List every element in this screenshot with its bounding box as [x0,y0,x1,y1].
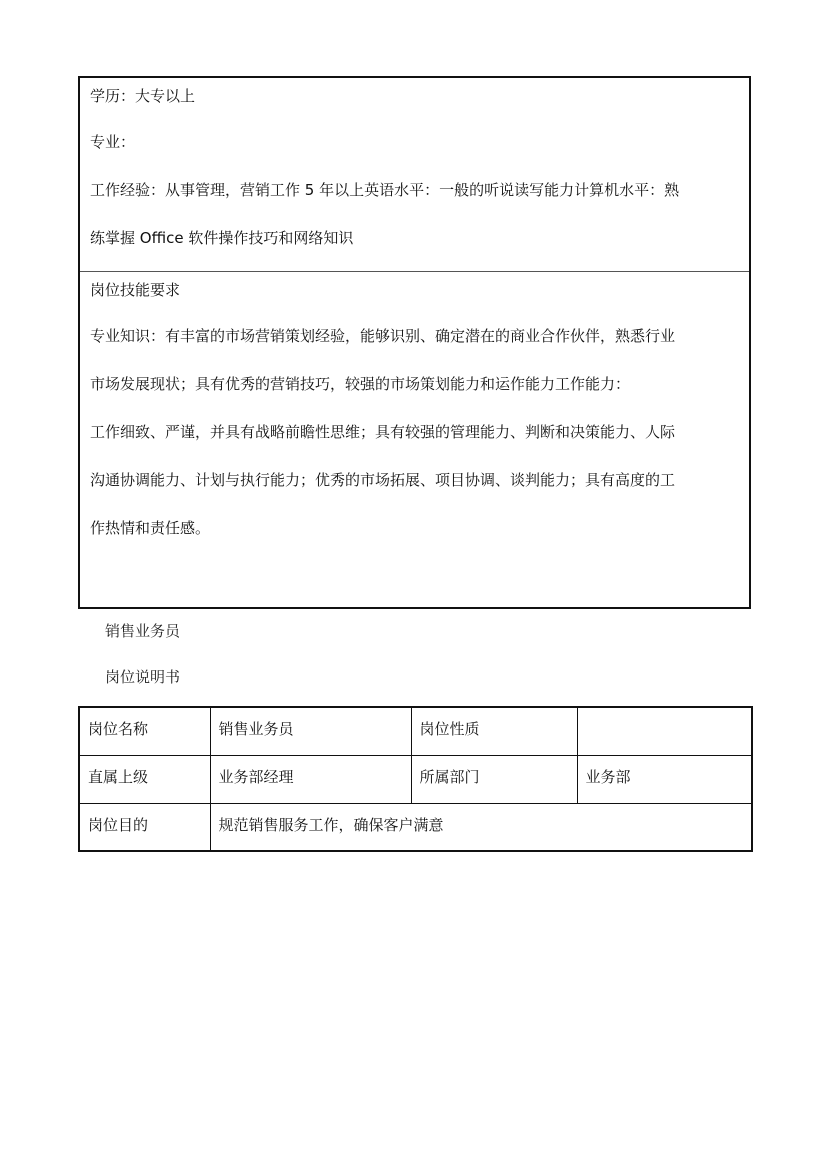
supervisor-value: 业务部经理 [210,755,411,803]
table-row [79,707,752,755]
skills-line: 沟通协调能力、计划与执行能力；优秀的市场拓展、项目协调、谈判能力；具有高度的工 [90,471,676,489]
skills-section [80,272,749,552]
requirements-box [78,76,751,609]
job-nature-label: 岗位性质 [411,707,577,755]
job-title-value: 销售业务员 [210,707,411,755]
skills-line: 专业知识：有丰富的市场营销策划经验，能够识别、确定潜在的商业合作伙伴，熟悉行业 [90,327,676,345]
skills-title: 岗位技能要求 [90,281,181,299]
skills-line: 工作细致、严谨，并具有战略前瞻性思维；具有较强的管理能力、判断和决策能力、人际 [90,423,676,441]
table-row [79,803,752,851]
department-label: 所属部门 [411,755,577,803]
purpose-label: 岗位目的 [79,803,210,851]
skills-line: 作热情和责任感。 [90,519,211,537]
supervisor-label: 直属上级 [79,755,210,803]
qualification-section [80,78,749,272]
skills-line: 市场发展现状；具有优秀的营销技巧，较强的市场策划能力和运作能力工作能力： [90,375,631,393]
experience-line-2: 练掌握 Office 软件操作技巧和网络知识 [90,229,354,247]
section-subtitle: 岗位说明书 [105,668,181,686]
purpose-value: 规范销售服务工作，确保客户满意 [210,803,752,851]
education-line: 学历：大专以上 [90,87,196,105]
department-value: 业务部 [577,755,752,803]
job-nature-value [577,707,752,755]
major-line: 专业： [90,133,136,151]
section-title: 销售业务员 [105,622,181,640]
job-title-label: 岗位名称 [79,707,210,755]
job-info-table [78,706,753,852]
experience-line-1: 工作经验：从事管理，营销工作 5 年以上英语水平：一般的听说读写能力计算机水平：熟 [90,181,680,199]
table-row [79,755,752,803]
